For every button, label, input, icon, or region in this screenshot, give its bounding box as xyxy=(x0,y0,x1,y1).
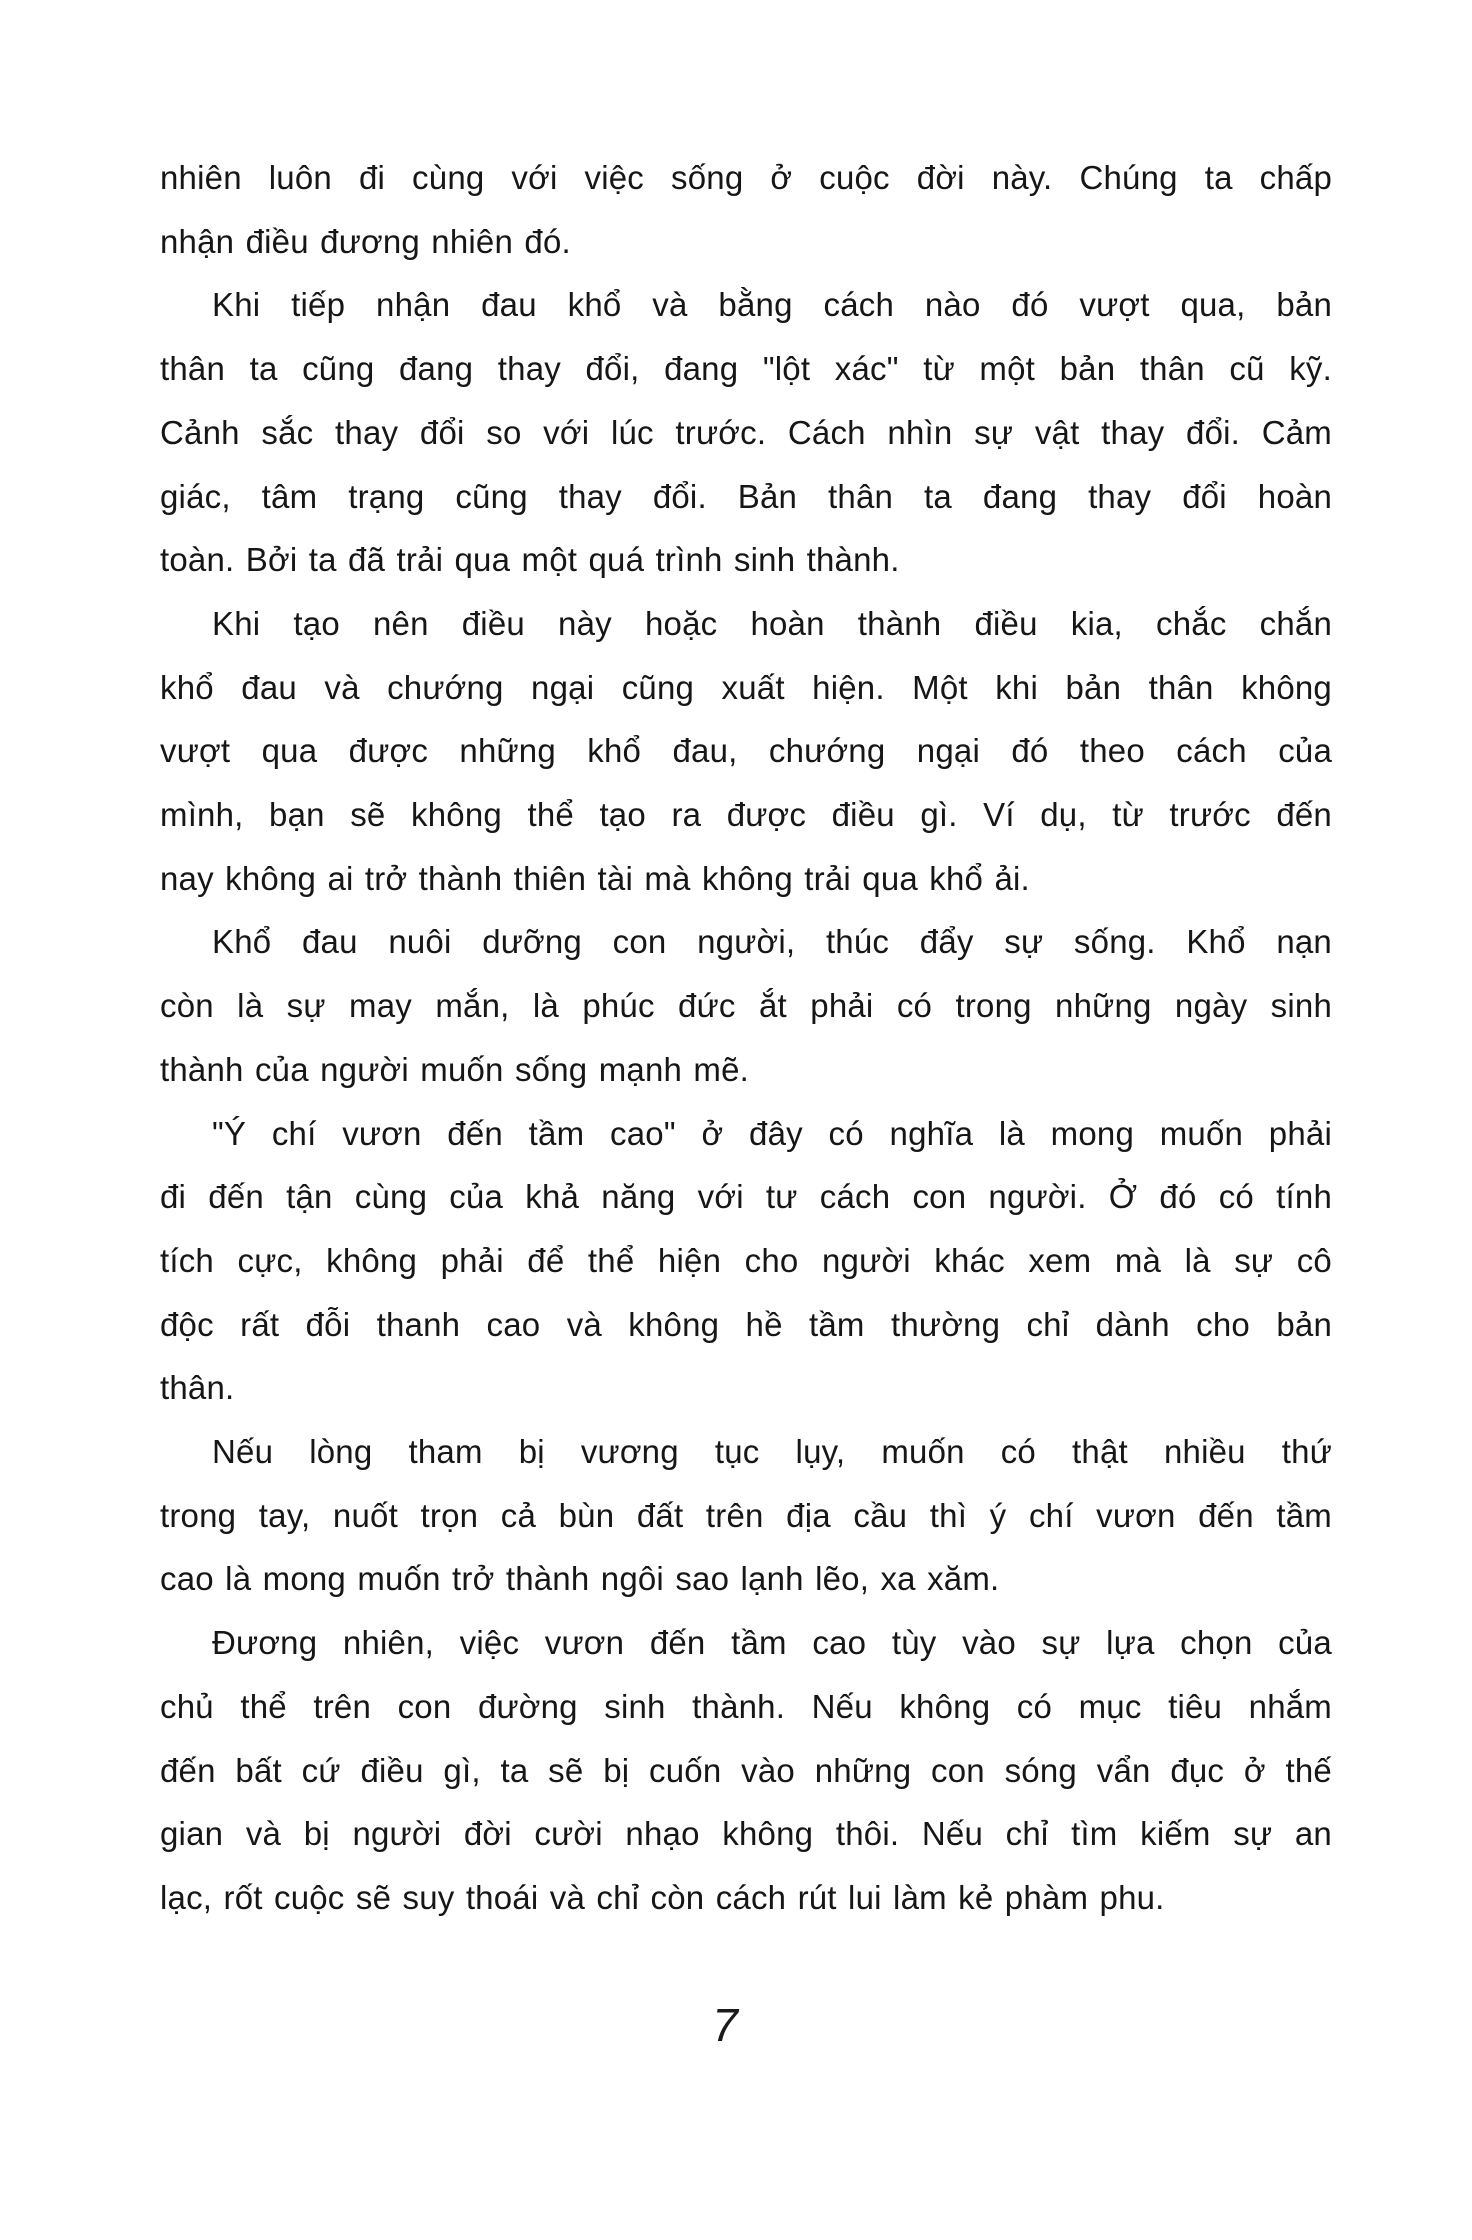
text-line: mình, bạn sẽ không thể tạo ra được điều gì. Ví dụ, từ trước đến xyxy=(160,796,1332,834)
text-line: thành của người muốn sống mạnh mẽ. xyxy=(160,1050,750,1088)
text-line: đi đến tận cùng của khả năng với tư cách con người. Ở đó có tính xyxy=(160,1178,1332,1216)
text-line: Đương nhiên, việc vươn đến tầm cao tùy vào sự lựa chọn của xyxy=(212,1624,1332,1662)
text-line: độc rất đỗi thanh cao và không hề tầm thường chỉ dành cho bản xyxy=(160,1305,1332,1343)
text-line: khổ đau và chướng ngại cũng xuất hiện. Một khi bản thân không xyxy=(160,668,1332,706)
text-line: nhận điều đương nhiên đó. xyxy=(160,222,571,260)
page-number: 7 xyxy=(712,1999,738,2051)
text-line: Cảnh sắc thay đổi so với lúc trước. Cách nhìn sự vật thay đổi. Cảm xyxy=(160,413,1332,451)
text-line: thân. xyxy=(160,1369,235,1407)
text-line: Khổ đau nuôi dưỡng con người, thúc đẩy sự sống. Khổ nạn xyxy=(212,923,1332,961)
text-line: gian và bị người đời cười nhạo không thôi. Nếu chỉ tìm kiếm sự an xyxy=(160,1815,1332,1853)
text-line: chủ thể trên con đường sinh thành. Nếu không có mục tiêu nhắm xyxy=(160,1687,1332,1725)
text-line: nay không ai trở thành thiên tài mà không trải qua khổ ải. xyxy=(160,859,1030,897)
text-line: nhiên luôn đi cùng với việc sống ở cuộc đời này. Chúng ta chấp xyxy=(160,159,1332,196)
page-footer xyxy=(160,1998,1290,2052)
text-line: còn là sự may mắn, là phúc đức ắt phải có trong những ngày sinh xyxy=(160,987,1332,1025)
text-line: lạc, rốt cuộc sẽ suy thoái và chỉ còn cách rút lui làm kẻ phàm phu. xyxy=(160,1878,1165,1916)
text-line: Khi tạo nên điều này hoặc hoàn thành điều kia, chắc chắn xyxy=(212,604,1332,642)
text-line: thân ta cũng đang thay đổi, đang "lột xác" từ một bản thân cũ kỹ. xyxy=(160,350,1332,388)
text-line: đến bất cứ điều gì, ta sẽ bị cuốn vào những con sóng vẩn đục ở thế xyxy=(160,1751,1332,1789)
text-line: tích cực, không phải để thể hiện cho người khác xem mà là sự cô xyxy=(160,1241,1332,1279)
text-line: "Ý chí vươn đến tầm cao" ở đây có nghĩa là mong muốn phải xyxy=(212,1114,1332,1152)
page-body-text xyxy=(160,146,1332,1930)
text-line: Nếu lòng tham bị vương tục lụy, muốn có thật nhiều thứ xyxy=(212,1433,1332,1471)
text-line: toàn. Bởi ta đã trải qua một quá trình sinh thành. xyxy=(160,541,900,579)
text-line: Khi tiếp nhận đau khổ và bằng cách nào đó vượt qua, bản xyxy=(212,286,1332,324)
text-line: trong tay, nuốt trọn cả bùn đất trên địa cầu thì ý chí vươn đến tầm xyxy=(160,1496,1332,1534)
text-line: cao là mong muốn trở thành ngôi sao lạnh lẽo, xa xăm. xyxy=(160,1560,1000,1598)
text-line: vượt qua được những khổ đau, chướng ngại đó theo cách của xyxy=(160,732,1332,770)
text-line: giác, tâm trạng cũng thay đổi. Bản thân ta đang thay đổi hoàn xyxy=(160,477,1332,515)
